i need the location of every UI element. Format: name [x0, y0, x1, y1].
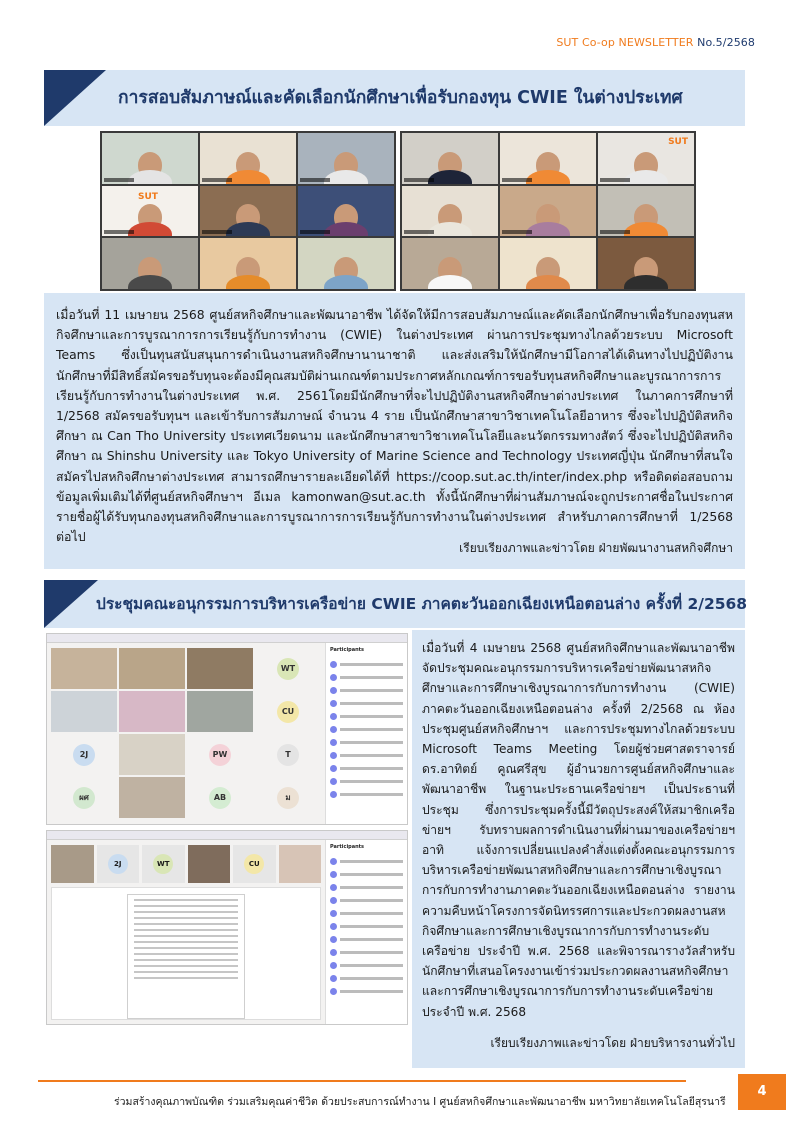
initials-avatar: 2J [108, 854, 128, 874]
section2-credit: เรียบเรียงภาพและข่าวโดย ฝ่ายบริหารงานทั่วไป [490, 1036, 735, 1050]
teams-toolbar [47, 831, 407, 840]
participant-tile [598, 186, 694, 237]
section1-body: เมื่อวันที่ 11 เมษายน 2568 ศูนย์สหกิจศึกษาและพัฒนาอาชีพ ได้จัดให้มีการสอบสัมภาษณ์และคัดเลือกนักศึกษาเพื่อรับกองทุนสหกิจศึกษาและการบูรณาการการเรียนรู้กับการทำงาน (CWIE) ในต่างประเทศ ผ่านการประชุมทางไกลด้วยระบบ Microsoft Teams ซึ่งเป็นทุนสนับสนุนการดำเนินงานสหกิจศึกษานานาชาติ และส่งเสริมให้นักศึกษามีโอกาสได้เดินทางไปปฏิบัติงาน นักศึกษาที่มีสิทธิ์สมัครขอรับทุนจะต้องมีคุณสมบัติผ่านเกณฑ์ตามประกาศหลักเกณฑ์การขอรับทุนสหกิจศึกษาและบูรณาการการเรียนรู้กับการทำงานในต่างประเทศ พ.ศ. 2561โดยมีนักศึกษาที่จะไปปฏิบัติงานสหกิจศึกษาต่างประเทศ ในภาคการศึกษาที่ 1/2568 สมัครขอรับทุนฯ และเข้ารับการสัมภาษณ์ จำนวน 4 ราย เป็นนักศึกษาสาขาวิชาเทคโนโลยีอาหาร ซึ่งจะไปปฏิบัติสหกิจศึกษา ณ Can Tho University ประเทศเวียดนาม และนักศึกษาสาขาวิชาเทคโนโลยีและนวัตกรรมทางสัตว์ ซึ่งจะไปปฏิบัติสหกิจศึกษา ณ Shinshu University และ Tokyo University of Marine Science and Technology ประเทศญี่ปุ่น นักศึกษาที่สนใจสมัครไปสหกิจศึกษาต่างประเทศ สามารถศึกษารายละเอียดได้ที่ https://coop.sut.ac.th/inter/index.php หรือติดต่อสอบถามข้อมูลเพิ่มเติมได้ที่ศูนย์สหกิจศึกษาฯ อีเมล kamonwan@sut.ac.th ทั้งนี้นักศึกษาที่ผ่านสัมภาษณ์จะถูกประกาศชื่อในประกาศรายชื่อผู้ได้รับทุนกองทุนสหกิจศึกษาและการบูรณาการการเรียนรู้กับการทำงานในต่างประเทศ สำหรับภาคการศึกษาที่ 1/2568 ต่อไป [56, 307, 733, 545]
video-tile [187, 777, 253, 818]
participant-tile [500, 133, 596, 184]
teams-meeting-screenshot-shared-doc [46, 830, 408, 1025]
video-tile [187, 734, 253, 775]
section1-banner [44, 70, 745, 126]
participant-tile [102, 133, 198, 184]
section2-title: ประชุมคณะอนุกรรมการบริหารเครือข่าย CWIE ภาคตะวันออกเฉียงเหนือตอนล่าง ครั้งที่ 2/2568 [96, 595, 748, 613]
initials-avatar: WT [277, 658, 299, 680]
initials-avatar: AB [209, 787, 231, 809]
section1-credit: เรียบเรียงภาพและข่าวโดย ฝ่ายพัฒนางานสหกิจศึกษา [459, 541, 733, 555]
initials-avatar: CU [244, 854, 264, 874]
initials-avatar: CU [277, 701, 299, 723]
participants-panel-title: Participants [330, 844, 365, 850]
teams-toolbar [47, 634, 407, 643]
participant-tile [598, 238, 694, 289]
participant-tile [500, 238, 596, 289]
video-tile [119, 691, 185, 732]
video-tile [51, 734, 117, 775]
participant-tile [402, 186, 498, 237]
footer-divider [38, 1080, 686, 1082]
video-tile [119, 648, 185, 689]
page-number: 4 [738, 1074, 786, 1110]
participant-tile [402, 238, 498, 289]
newsletter-header [556, 36, 755, 49]
section2-article [412, 630, 745, 1068]
participant-tile [402, 133, 498, 184]
shared-document [51, 887, 321, 1020]
video-tile [51, 691, 117, 732]
participant-tile [598, 133, 694, 184]
participant-tile [200, 186, 296, 237]
video-tile [51, 777, 117, 818]
video-tile [255, 777, 321, 818]
video-tile [255, 648, 321, 689]
video-tile [51, 648, 117, 689]
initials-avatar: 2J [73, 744, 95, 766]
video-tile [187, 648, 253, 689]
section2-banner [44, 580, 748, 628]
participant-tile [102, 186, 198, 237]
interview-photo-left [100, 131, 396, 291]
participants-panel-title: Participants [330, 647, 365, 653]
newsletter-name: SUT Co-op NEWSLETTER [556, 36, 694, 49]
video-tile [255, 734, 321, 775]
video-tile [255, 691, 321, 732]
participant-strip [51, 845, 321, 883]
section1-title: การสอบสัมภาษณ์และคัดเลือกนักศึกษาเพื่อรับกองทุน CWIE ในต่างประเทศ [118, 88, 683, 108]
initials-avatar: PW [209, 744, 231, 766]
sut-logo: SUT [138, 191, 158, 202]
participant-tile [298, 238, 394, 289]
banner-triangle [44, 580, 98, 628]
issue-number: No.5/2568 [697, 36, 755, 49]
initials-avatar: ผศ [73, 787, 95, 809]
initials-avatar: WT [153, 854, 173, 874]
participants-panel [325, 840, 407, 1024]
initials-avatar: ม [277, 787, 299, 809]
participant-tile [102, 238, 198, 289]
sut-logo: SUT [668, 137, 688, 147]
video-tile [187, 691, 253, 732]
participant-tile [298, 133, 394, 184]
initials-avatar: T [277, 744, 299, 766]
footer-tagline: ร่วมสร้างคุณภาพบัณฑิต ร่วมเสริมคุณค่าชีวิต ด้วยประสบการณ์ทำงาน I ศูนย์สหกิจศึกษาและพัฒนาอาชีพ มหาวิทยาลัยเทคโนโลยีสุรนารี [114, 1096, 726, 1108]
participant-tile [298, 186, 394, 237]
teams-meeting-screenshot-gallery [46, 633, 408, 825]
section2-body: เมื่อวันที่ 4 เมษายน 2568 ศูนย์สหกิจศึกษาและพัฒนาอาชีพ จัดประชุมคณะอนุกรรมการบริหารเครือข่ายพัฒนาสหกิจศึกษาและการศึกษาเชิงบูรณาการกับการทำงาน (CWIE) ภาคตะวันออกเฉียงเหนือตอนล่าง ครั้งที่ 2/2568 ณ ห้องประชุมศูนย์สหกิจศึกษาฯ และการประชุมทางไกลด้วยระบบ Microsoft Teams Meeting โดยผู้ช่วยศาสตราจารย์ ดร.อาทิตย์ คูณศรีสุข ผู้อำนวยการศูนย์สหกิจศึกษาและพัฒนาอาชีพ ในฐานะประธานเครือข่ายฯ เป็นประธานที่ประชุม ซึ่งการประชุมครั้งนี้มีวัตถุประสงค์ให้สมาชิกเครือข่ายฯ รับทราบผลการดำเนินงานที่ผ่านมาของเครือข่ายฯ อาทิ แจ้งการเปลี่ยนแปลงคำสั่งแต่งตั้งคณะอนุกรรมการบริหารเครือข่ายพัฒนาสหกิจศึกษาและการศึกษาเชิงบูรณาการกับการทำงานภาคตะวันออกเฉียงเหนือตอนล่าง รายงานความคืบหน้าโครงการจัดนิทรรศการและประกวดผลงานสหกิจศึกษาและการศึกษาเชิงบูรณาการกับการทำงานระดับเครือข่าย ประจำปี พ.ศ. 2568 และพิจารณารางวัลสำหรับนักศึกษาที่เสนอโครงงานเข้าร่วมประกวดผลงานสหกิจศึกษาและการศึกษาเชิงบูรณาการกับการทำงานระดับเครือข่าย ประจำปี พ.ศ. 2568 [422, 641, 735, 1019]
participant-tile [500, 186, 596, 237]
participants-panel [325, 643, 407, 824]
teams-gallery [51, 648, 321, 818]
participant-tile [200, 133, 296, 184]
video-tile [119, 734, 185, 775]
video-tile [119, 777, 185, 818]
participant-tile [200, 238, 296, 289]
section1-article [44, 293, 745, 569]
document-page [127, 894, 245, 1019]
interview-photo-right [400, 131, 696, 291]
banner-triangle [44, 70, 106, 126]
